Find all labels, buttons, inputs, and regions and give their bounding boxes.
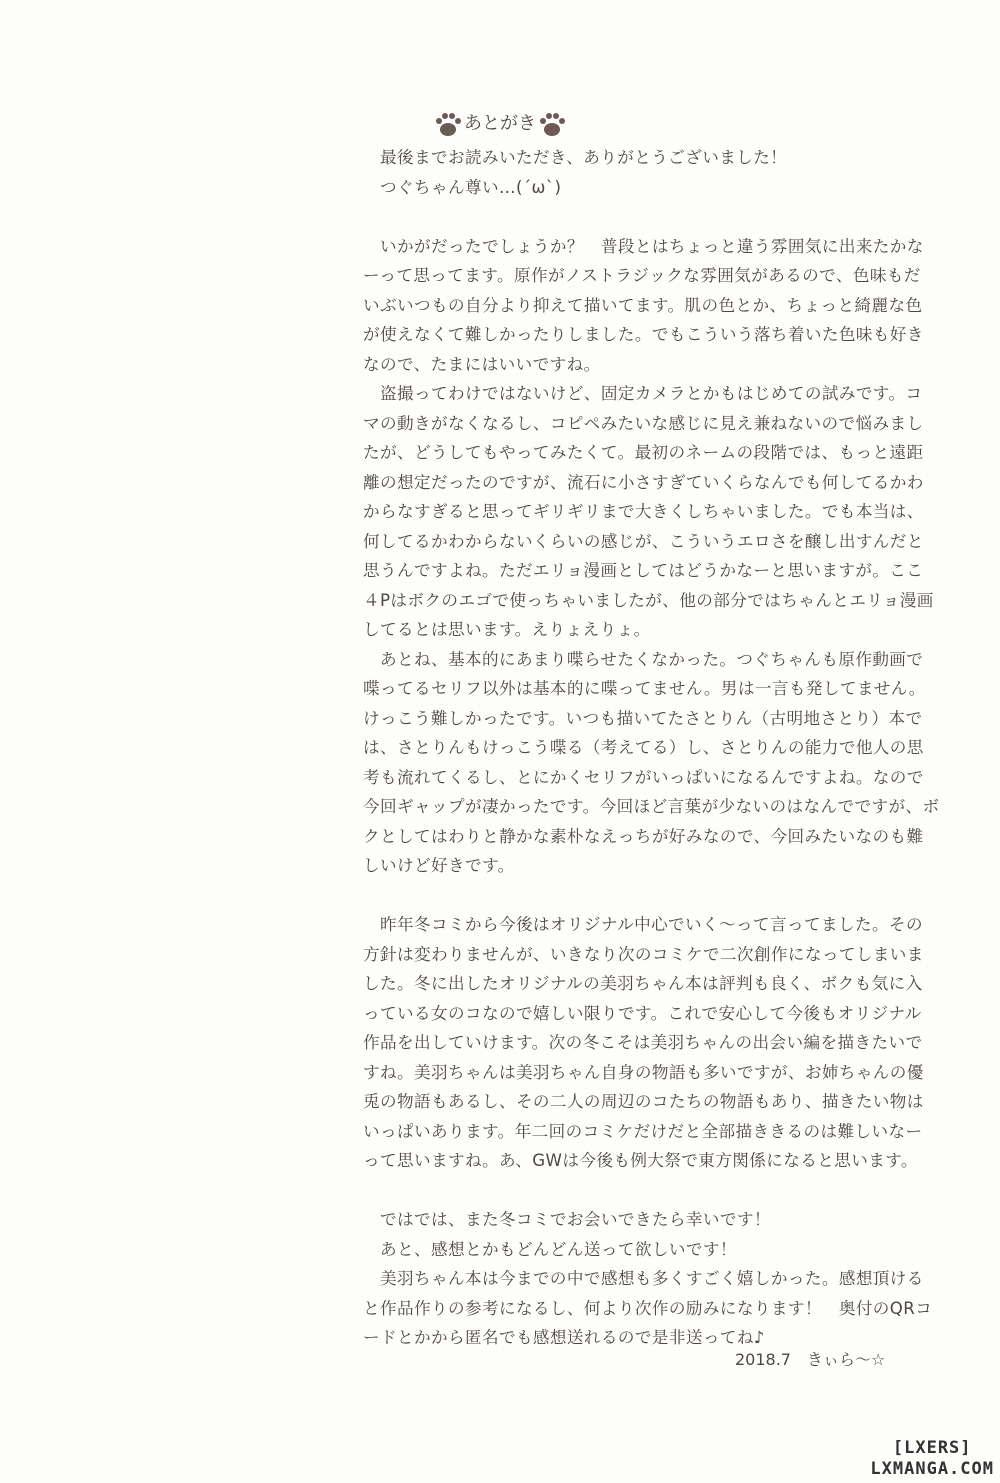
text-line: なので、たまにはいいですね。	[363, 354, 601, 374]
text-line: が使えなくて難しかったりしました。でもこういう落ち着いた色味も好き	[363, 325, 924, 344]
text-line: してるとは思います。えりょえりょ。	[363, 620, 651, 639]
text-line: マの動きがなくなるし、コピペみたいな感じに見え兼ねないので悩みまし	[363, 413, 924, 433]
text-line: ではでは、また冬コミでお会いできたら幸いです！	[363, 1210, 771, 1229]
text-line: って思いますね。あ、GWは今後も例大祭で東方関係になると思います。	[363, 1151, 918, 1170]
text-line: クとしてはわりと静かな素朴なえっちが好みなので、今回みたいなのも難	[363, 826, 924, 846]
text-line: つぐちゃん尊い…(´ω`)	[363, 177, 562, 197]
text-line: からなすぎると思ってギリギリまで大きくしちゃいました。でも本当は、	[363, 502, 924, 521]
text-line	[363, 1176, 943, 1206]
text-line: 何してるかわからないくらいの感じが、こういうエロさを醸し出すんだと	[363, 531, 924, 551]
text-line: 兎の物語もあるし、その二人の周辺のコたちの物語もあり、描きたい物は	[363, 1092, 924, 1111]
watermark-line1: [LXERS]	[892, 1438, 972, 1458]
afterword-body	[363, 143, 943, 1353]
text-line: たが、どうしてもやってみたくて。最初のネームの段階では、もっと遠距	[363, 443, 924, 462]
text-line: 最後までお読みいただき、ありがとうございました！	[363, 148, 788, 167]
text-line: 盗撮ってわけではないけど、固定カメラとかもはじめての試みです。コ	[363, 384, 923, 403]
text-line: いかがだったでしょうか？ 普段とはちょっと違う雰囲気に出来たかな	[363, 236, 924, 256]
text-line	[363, 881, 943, 911]
text-line: 喋ってるセリフ以外は基本的に喋ってません。男は一言も発してません。	[363, 679, 926, 698]
text-line: した。冬に出したオリジナルの美羽ちゃん本は評判も良く、ボクも気に入	[363, 974, 923, 993]
text-line: ーって思ってます。原作がノストラジックな雰囲気があるので、色味もだ	[363, 266, 921, 285]
paw-icon	[538, 110, 566, 138]
text-line: 考も流れてくるし、とにかくセリフがいっぱいになるんですよね。なので	[363, 767, 924, 787]
signature: 2018.7 きぃら～☆	[735, 1350, 886, 1369]
text-line: 今回ギャップが凄かったです。今回ほど言葉が少ないのはなんでですが、ボ	[363, 797, 940, 816]
text-line: あと、感想とかもどんどん送って欲しいです！	[363, 1239, 737, 1259]
text-line: すね。美羽ちゃんは美羽ちゃん自身の物語も多いですが、お姉ちゃんの優	[363, 1062, 924, 1082]
text-line: 作品を出していけます。次の冬こそは美羽ちゃんの出会い編を描きたいで	[363, 1033, 923, 1052]
paw-icon	[434, 110, 462, 138]
text-line: 昨年冬コミから今後はオリジナル中心でいく～って言ってました。その	[363, 915, 923, 934]
watermark	[870, 1438, 994, 1480]
text-line: っている女のコなので嬉しい限りです。これで安心して今後もオリジナル	[363, 1003, 922, 1023]
text-line: 思うんですよね。ただエリョ漫画としてはどうかなーと思いますが。ここ	[363, 561, 924, 580]
text-line: いっぱいあります。年二回のコミケだけだと全部描ききるのは難しいなー	[363, 1121, 923, 1141]
text-line	[363, 202, 943, 232]
text-line: ードとかから匿名でも感想送れるので是非送ってね♪	[363, 1328, 765, 1347]
afterword-title: あとがき	[464, 113, 536, 134]
watermark-line2: LXMANGA.COM	[870, 1459, 994, 1479]
text-line: 離の想定だったのですが、流石に小さすぎていくらなんでも何してるかわ	[363, 472, 924, 492]
text-line: は、さとりんもけっこう喋る（考えてる）し、さとりんの能力で他人の思	[363, 738, 924, 757]
afterword-heading	[0, 108, 1000, 140]
text-line: と作品作りの参考になるし、何より次作の励みになります！ 奥付のQRコ	[363, 1298, 933, 1318]
text-line: 方針は変わりませんが、いきなり次のコミケで二次創作になってしまいま	[363, 944, 924, 964]
text-line: ４Pはボクのエゴで使っちゃいましたが、他の部分ではちゃんとエリョ漫画	[363, 590, 934, 610]
text-line: 美羽ちゃん本は今までの中で感想も多くすごく嬉しかった。感想頂ける	[363, 1269, 924, 1288]
text-line: しいけど好きです。	[363, 856, 515, 875]
text-line: けっこう難しかったです。いつも描いてたさとりん（古明地さとり）本で	[363, 708, 923, 728]
text-line: あとね、基本的にあまり喋らせたくなかった。つぐちゃんも原作動画で	[363, 649, 924, 669]
text-line: いぶいつもの自分より抑えて描いてます。肌の色とか、ちょっと綺麗な色	[363, 295, 923, 315]
